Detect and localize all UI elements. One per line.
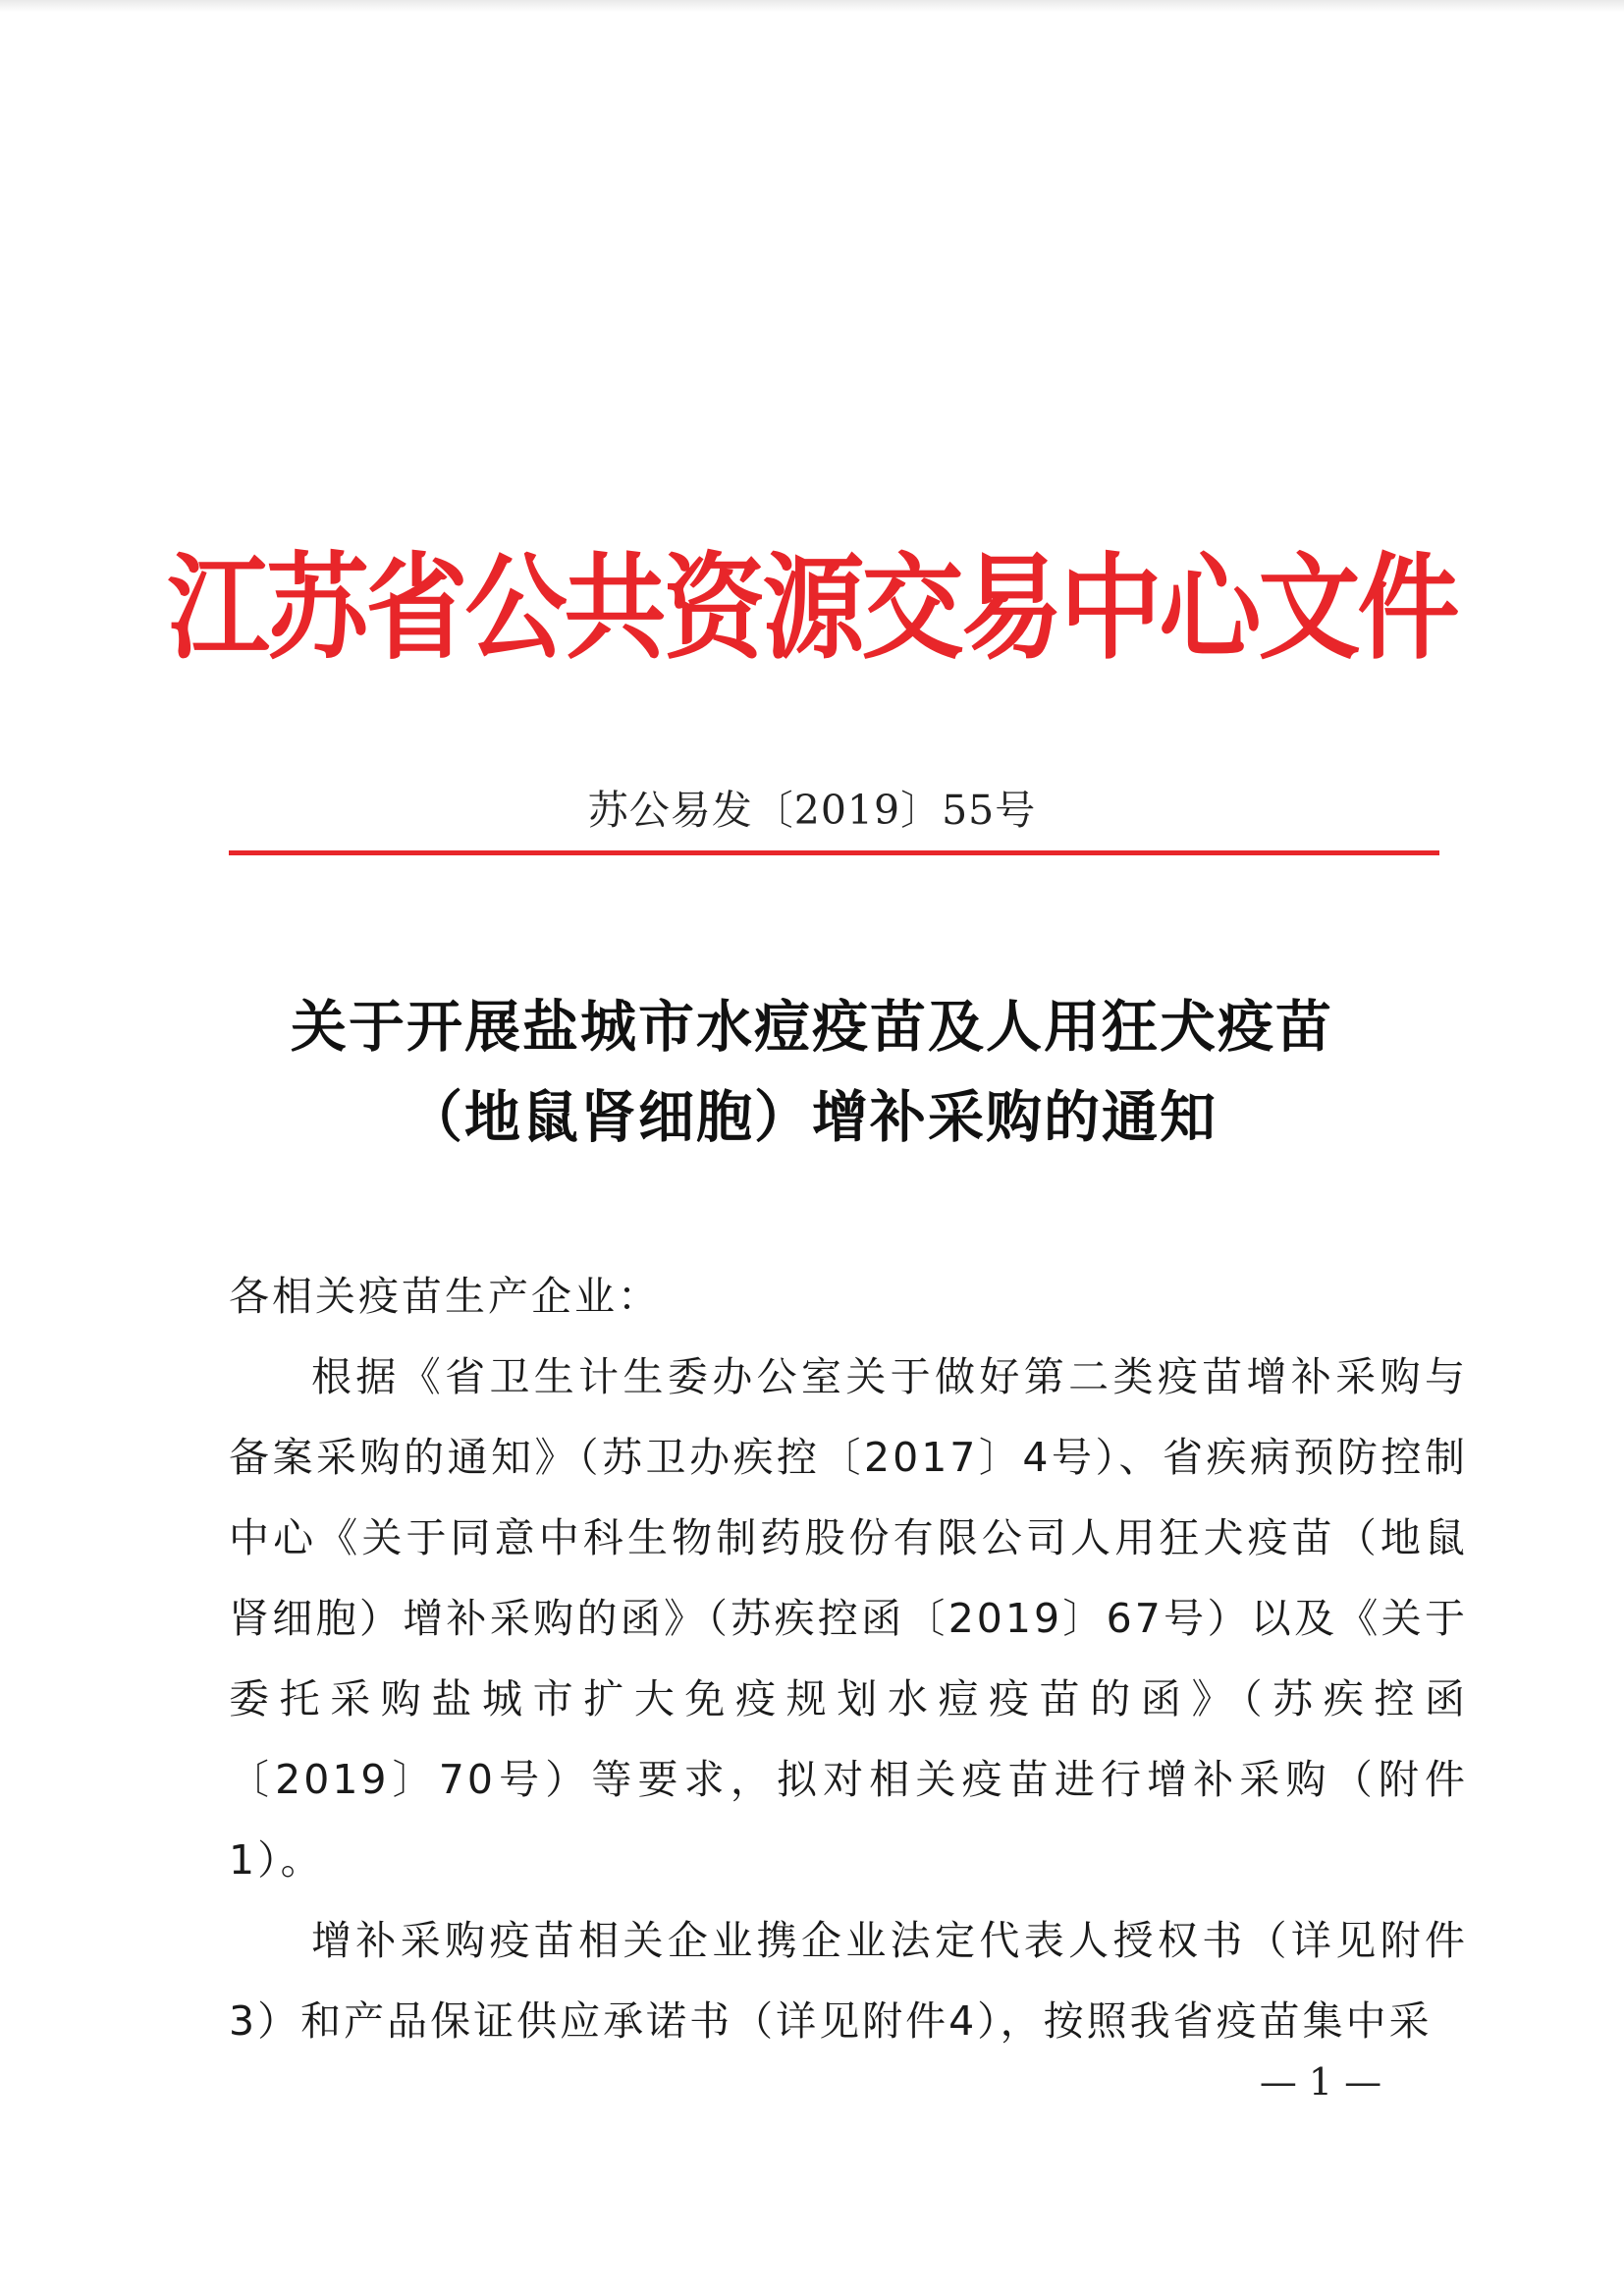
- scan-edge: [0, 0, 1624, 12]
- red-divider-line: [229, 850, 1439, 855]
- body-paragraph-1: 根据《省卫生计生委办公室关于做好第二类疫苗增补采购与备案采购的通知》（苏卫办疾控〔2017〕4号）、省疾病预防控制中心《关于同意中科生物制药股份有限公司人用狂犬疫苗（地鼠肾细胞）增补采购的函》（苏疾控函〔2019〕67号）以及《关于委托采购盐城市扩大免疫规划水痘疫苗的函》（苏疾控函〔2019〕70号）等要求，拟对相关疫苗进行增补采购（附件1）。: [229, 1353, 1468, 1884]
- notice-body: [229, 1256, 1468, 2061]
- notice-title-line-1: 关于开展盐城市水痘疫苗及人用狂犬疫苗: [291, 994, 1333, 1060]
- masthead-title: 江苏省公共资源交易中心文件: [167, 539, 1457, 676]
- notice-title: [0, 982, 1624, 1163]
- document-number: 苏公易发〔2019〕55号: [587, 787, 1037, 834]
- body-paragraph-2: 增补采购疫苗相关企业携企业法定代表人授权书（详见附件3）和产品保证供应承诺书（详见附件4），按照我省疫苗集中采: [229, 1917, 1468, 2045]
- salutation: 各相关疫苗生产企业：: [229, 1273, 661, 1320]
- page-number: — 1 —: [1259, 2060, 1382, 2104]
- notice-title-line-2: （地鼠肾细胞）增补采购的通知: [406, 1084, 1218, 1150]
